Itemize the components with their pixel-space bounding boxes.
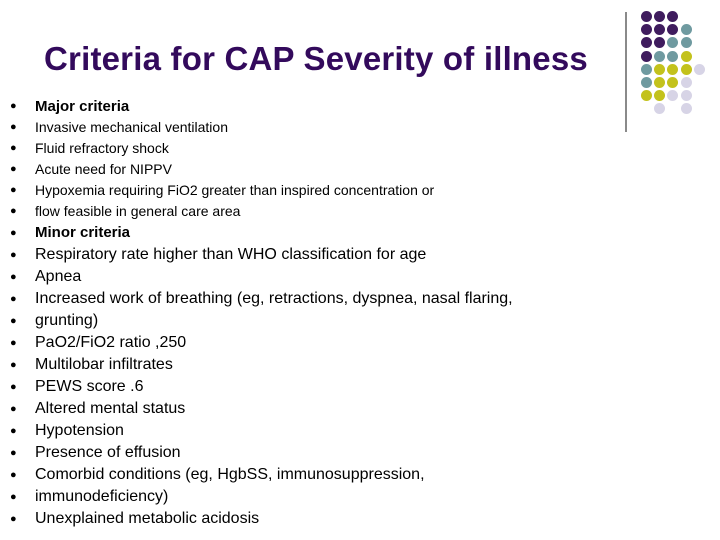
list-item (10, 398, 513, 420)
decorative-dot-icon (641, 37, 652, 48)
bullet-icon: ● (10, 513, 17, 525)
list-item (10, 354, 513, 376)
list-item (10, 266, 513, 288)
list-item-label: Apnea (35, 268, 82, 285)
list-item-label: Comorbid conditions (eg, HgbSS, immunosuppression, (35, 466, 425, 483)
list-item-label: Multilobar infiltrates (35, 356, 173, 373)
bullet-icon: ● (10, 184, 17, 196)
list-item-label: Hypotension (35, 422, 124, 439)
decorative-dot-icon (681, 77, 692, 88)
bullet-icon: ● (10, 142, 17, 154)
decorative-dot-icon (641, 11, 652, 22)
bullet-icon: ● (10, 121, 17, 133)
decorative-dot-icon (667, 51, 678, 62)
list-item-label: Invasive mechanical ventilation (35, 119, 228, 135)
list-item (10, 201, 513, 222)
decorative-dot-icon (641, 64, 652, 75)
decorative-dot-icon (681, 37, 692, 48)
decorative-dot-icon (667, 37, 678, 48)
bullet-icon: ● (10, 315, 17, 327)
list-item (10, 442, 513, 464)
decorative-dot-icon (667, 77, 678, 88)
bullet-icon: ● (10, 205, 17, 217)
decorative-dot-icon (681, 103, 692, 114)
decorative-dot-icon (654, 11, 665, 22)
decorative-dot-icon (654, 37, 665, 48)
decorative-dot-icon (667, 11, 678, 22)
list-item (10, 310, 513, 332)
decorative-dot-icon (654, 90, 665, 101)
bullet-icon: ● (10, 447, 17, 459)
list-item (10, 244, 513, 266)
list-item (10, 376, 513, 398)
list-item (10, 138, 513, 159)
bullet-icon: ● (10, 359, 17, 371)
bullet-icon: ● (10, 337, 17, 349)
decorative-dot-icon (641, 90, 652, 101)
bullet-icon: ● (10, 227, 17, 239)
decorative-dot-icon (654, 64, 665, 75)
bullet-icon: ● (10, 491, 17, 503)
slide-title: Criteria for CAP Severity of illness (44, 40, 588, 77)
bullet-icon: ● (10, 425, 17, 437)
list-item-label: Presence of effusion (35, 444, 181, 461)
decorative-dot-icon (681, 51, 692, 62)
list-item (10, 96, 513, 117)
list-item (10, 222, 513, 244)
list-item (10, 332, 513, 354)
list-item (10, 486, 513, 508)
decorative-dot-icon (681, 64, 692, 75)
list-item (10, 288, 513, 310)
list-item-label: Fluid refractory shock (35, 140, 169, 156)
list-item (10, 180, 513, 201)
list-item-label: Respiratory rate higher than WHO classification for age (35, 246, 427, 263)
bullet-icon: ● (10, 381, 17, 393)
decorative-dot-icon (654, 24, 665, 35)
list-item-label: PEWS score .6 (35, 378, 144, 395)
decorative-dot-icon (681, 90, 692, 101)
list-item-label: grunting) (35, 312, 99, 329)
decorative-dot-icon (654, 51, 665, 62)
list-item-label: Unexplained metabolic acidosis (35, 510, 260, 527)
bullet-icon: ● (10, 249, 17, 261)
criteria-list (10, 96, 513, 530)
decorative-dot-icon (667, 24, 678, 35)
list-item-label: Acute need for NIPPV (35, 161, 172, 177)
list-item-label: Hypoxemia requiring FiO2 greater than inspired concentration or (35, 182, 435, 198)
decorative-dot-icon (667, 64, 678, 75)
bullet-icon: ● (10, 293, 17, 305)
list-item (10, 420, 513, 442)
decorative-dot-icon (681, 24, 692, 35)
decorative-dot-icon (654, 103, 665, 114)
list-item (10, 117, 513, 138)
list-item-label: Increased work of breathing (eg, retractions, dyspnea, nasal flaring, (35, 290, 513, 307)
decorative-dot-icon (694, 64, 705, 75)
title-divider-line (625, 12, 627, 132)
list-item-label: flow feasible in general care area (35, 203, 241, 219)
list-item (10, 464, 513, 486)
decorative-dot-icon (654, 77, 665, 88)
list-item-label: Major criteria (35, 98, 130, 115)
decorative-dot-icon (641, 51, 652, 62)
bullet-icon: ● (10, 100, 17, 112)
list-item (10, 159, 513, 180)
decorative-dot-icon (641, 24, 652, 35)
bullet-icon: ● (10, 271, 17, 283)
bullet-icon: ● (10, 163, 17, 175)
list-item-label: Altered mental status (35, 400, 186, 417)
decorative-dot-icon (641, 77, 652, 88)
bullet-icon: ● (10, 469, 17, 481)
list-item-label: PaO2/FiO2 ratio ,250 (35, 334, 187, 351)
list-item-label: Minor criteria (35, 224, 131, 241)
bullet-icon: ● (10, 403, 17, 415)
list-item (10, 508, 513, 530)
list-item-label: immunodeficiency) (35, 488, 169, 505)
decorative-dot-icon (667, 90, 678, 101)
